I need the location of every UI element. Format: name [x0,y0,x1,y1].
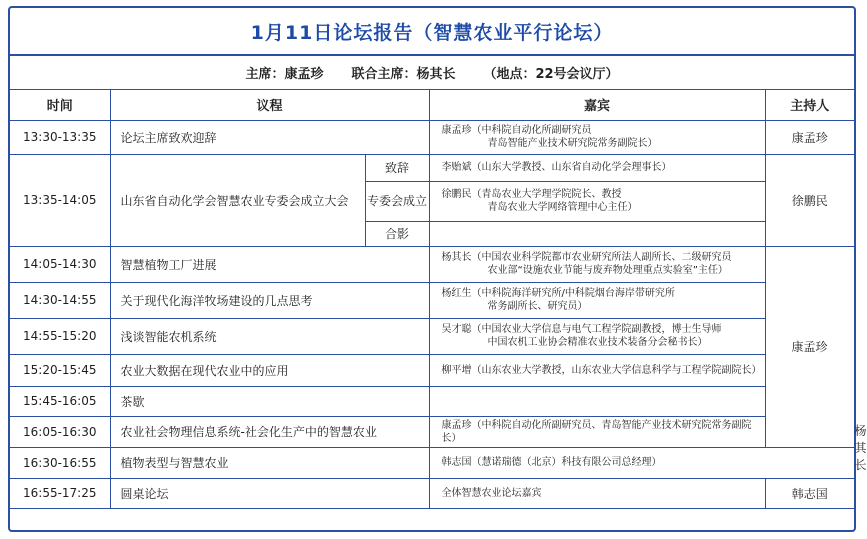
row-time: 15:45-16:05 [10,386,110,416]
guest-line: 康孟珍（中科院自动化所副研究员 [441,125,592,136]
row-time: 13:35-14:05 [10,154,110,246]
header-agenda: 议程 [110,90,429,120]
row-topic: 植物表型与智慧农业 [110,447,429,478]
row-topic: 智慧植物工厂进展 [110,246,429,282]
table-row [10,386,854,416]
row-guest: 李贻斌（山东大学教授、山东省自动化学会理事长） [429,154,765,181]
row-guest [429,246,765,282]
guest-line: 杨红生（中科院海洋研究所/中科院烟台海岸带研究所 [441,288,675,299]
row-time: 13:30-13:35 [10,120,110,154]
header-host: 主持人 [765,90,854,120]
page-title: 1月11日论坛报告（智慧农业平行论坛） [10,8,854,56]
row-moderator: 康孟珍 [765,246,854,447]
table-row [10,318,854,354]
row-topic: 农业大数据在现代农业中的应用 [110,354,429,386]
row-guest [429,386,765,416]
row-time: 16:55-17:25 [10,478,110,508]
table-row [10,120,854,154]
table-header-row [10,90,854,120]
row-guest [429,318,765,354]
guest-line: 常务副所长、研究员） [487,301,588,312]
row-moderator: 徐鹏民 [765,154,854,246]
row-guest: 韩志国（慧诺瑞德（北京）科技有限公司总经理） [429,447,765,478]
row-topic: 农业社会物理信息系统-社会化生产中的智慧农业 [110,416,429,447]
table-row: 16:05-16:30 农业社会物理信息系统-社会化生产中的智慧农业 康孟珍（中科院自动化所副研究员、青岛智能产业技术研究院常务副院长） 杨其长 [10,416,854,447]
guest-line: 杨其长（中国农业科学院都市农业研究所法人副所长、二级研究员 [441,252,732,263]
row-topic: 圆桌论坛 [110,478,429,508]
guest-line: 中国农机工业协会精准农业技术装备分会秘书长） [487,337,708,348]
sub-item: 致辞 [365,154,429,181]
agenda-frame [8,6,867,532]
chair-label: 主席：康孟珍 [245,67,324,82]
table-row [10,478,854,508]
row-guest [429,181,765,221]
guest-line: 农业部“设施农业节能与废弃物处理重点实验室”主任） [487,265,728,276]
table-row [10,246,854,282]
guest-line: 吴才聪（中国农业大学信息与电气工程学院副教授，博士生导师 [441,324,722,335]
table-row [10,354,854,386]
guest-line: 青岛智能产业技术研究院常务副院长） [487,138,658,149]
agenda-table [10,90,867,509]
row-time: 15:20-15:45 [10,354,110,386]
sub-item: 专委会成立 [365,181,429,221]
co-chair-label: 联合主席：杨其长 [351,67,456,82]
row-guest [429,282,765,318]
row-time: 16:05-16:30 [10,416,110,447]
location-label: （地点：22号会议厅） [483,67,619,82]
row-topic: 浅谈智能农机系统 [110,318,429,354]
row-topic: 论坛主席致欢迎辞 [110,120,429,154]
table-row [10,154,854,181]
row-guest [429,120,765,154]
row-time: 16:30-16:55 [10,447,110,478]
guest-line: 青岛农业大学网络管理中心主任） [487,202,638,213]
row-topic: 茶歇 [110,386,429,416]
row-guest: 柳平增（山东农业大学教授，山东农业大学信息科学与工程学院副院长） [429,354,765,386]
header-guests: 嘉宾 [429,90,765,120]
table-row [10,447,854,478]
guest-line: 徐鹏民（青岛农业大学理学院院长、教授 [441,189,622,200]
table-row [10,282,854,318]
row-time: 14:30-14:55 [10,282,110,318]
row-topic: 山东省自动化学会智慧农业专委会成立大会 [110,154,365,246]
row-guest: 康孟珍（中科院自动化所副研究员、青岛智能产业技术研究院常务副院长） [429,416,765,447]
row-guest [429,221,765,246]
row-topic: 关于现代化海洋牧场建设的几点思考 [110,282,429,318]
header-time: 时间 [10,90,110,120]
row-moderator: 韩志国 [765,478,854,508]
row-time: 14:05-14:30 [10,246,110,282]
row-moderator: 康孟珍 [765,120,854,154]
host-info-bar [10,56,854,90]
sub-item: 合影 [365,221,429,246]
row-time: 14:55-15:20 [10,318,110,354]
row-guest: 全体智慧农业论坛嘉宾 [429,478,765,508]
